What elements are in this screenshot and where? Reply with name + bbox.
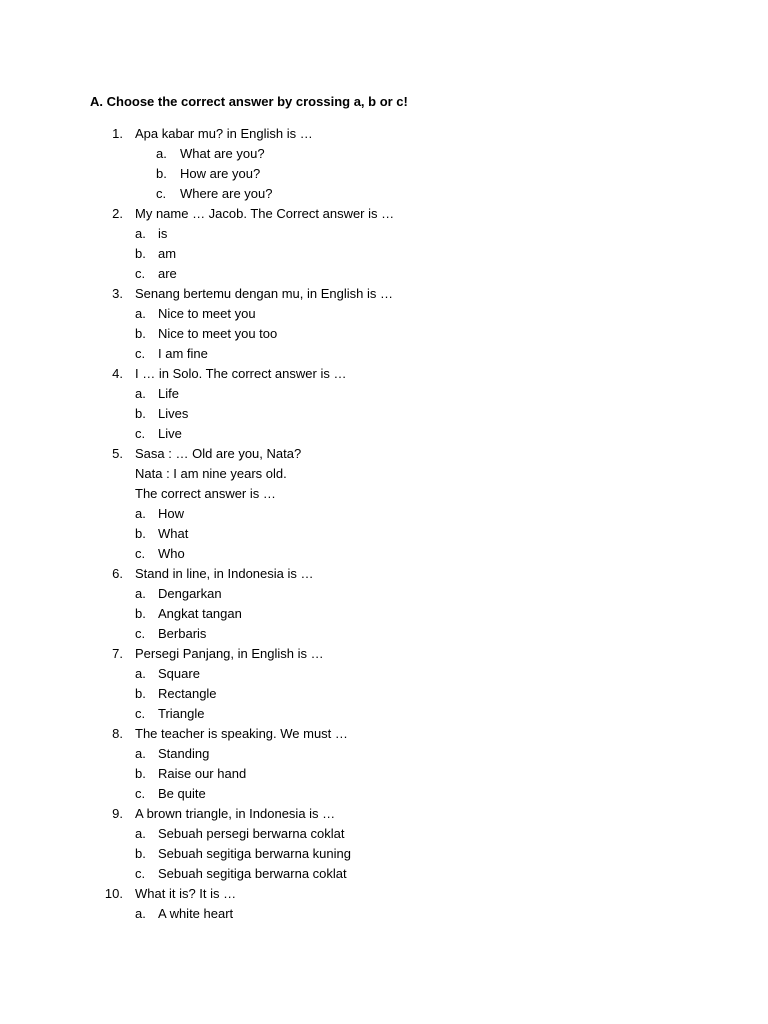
question-continuation-text: Nata : I am nine years old. — [135, 466, 287, 481]
option-text: I am fine — [158, 346, 208, 361]
answer-option — [0, 744, 768, 764]
question-text: Senang bertemu dengan mu, in English is … — [135, 286, 393, 301]
option-letter: b. — [135, 766, 146, 781]
question-text: I … in Solo. The correct answer is … — [135, 366, 347, 381]
answer-option — [0, 524, 768, 544]
answer-option — [0, 584, 768, 604]
answer-option — [0, 824, 768, 844]
option-text: Berbaris — [158, 626, 207, 641]
question-list — [0, 124, 768, 924]
option-letter: a. — [156, 146, 167, 161]
answer-option — [0, 624, 768, 644]
question-continuation-line — [0, 484, 768, 504]
answer-option — [0, 344, 768, 364]
option-text: A white heart — [158, 906, 234, 921]
answer-option — [0, 784, 768, 804]
answer-option — [0, 504, 768, 524]
question-line — [0, 364, 768, 384]
option-text: Rectangle — [158, 686, 217, 701]
question-number: 5. — [112, 446, 123, 461]
question-number: 8. — [112, 726, 123, 741]
question-text: Apa kabar mu? in English is … — [135, 126, 313, 141]
answer-option — [0, 184, 768, 204]
instruction-heading: A. Choose the correct answer by crossing a, b or c! — [90, 94, 408, 109]
option-text: How — [158, 506, 185, 521]
option-text: Life — [158, 386, 179, 401]
option-letter: c. — [135, 346, 146, 361]
option-text: Be quite — [158, 786, 206, 801]
answer-option — [0, 704, 768, 724]
option-text: Sebuah segitiga berwarna coklat — [158, 866, 347, 881]
option-text: Raise our hand — [158, 766, 247, 781]
answer-option — [0, 764, 768, 784]
question-number: 10. — [104, 886, 123, 901]
option-letter: a. — [135, 746, 146, 761]
option-letter: c. — [135, 626, 146, 641]
option-text: Nice to meet you too — [158, 326, 278, 341]
option-text: is — [158, 226, 168, 241]
answer-option — [0, 424, 768, 444]
answer-option — [0, 264, 768, 284]
question-text: A brown triangle, in Indonesia is … — [135, 806, 336, 821]
option-text: Sebuah persegi berwarna coklat — [158, 826, 345, 841]
option-letter: b. — [135, 686, 146, 701]
question-number: 6. — [112, 566, 123, 581]
option-text: are — [158, 266, 177, 281]
option-letter: a. — [135, 386, 146, 401]
question-number: 9. — [112, 806, 123, 821]
answer-option — [0, 864, 768, 884]
option-text: Live — [158, 426, 182, 441]
question-number: 4. — [112, 366, 123, 381]
option-letter: a. — [135, 586, 146, 601]
option-letter: c. — [135, 266, 146, 281]
answer-option — [0, 144, 768, 164]
option-letter: b. — [135, 326, 146, 341]
option-text: am — [158, 246, 177, 261]
question-line — [0, 884, 768, 904]
question-continuation-text: The correct answer is … — [135, 486, 276, 501]
answer-option — [0, 404, 768, 424]
answer-option — [0, 844, 768, 864]
option-letter: a. — [135, 226, 146, 241]
answer-option — [0, 544, 768, 564]
question-line — [0, 444, 768, 464]
option-text: Angkat tangan — [158, 606, 242, 621]
option-text: Nice to meet you — [158, 306, 256, 321]
option-text: How are you? — [180, 166, 261, 181]
answer-option — [0, 664, 768, 684]
option-text: What — [158, 526, 189, 541]
question-number: 1. — [112, 126, 123, 141]
question-text: What it is? It is … — [135, 886, 237, 901]
option-letter: a. — [135, 306, 146, 321]
option-letter: b. — [135, 846, 146, 861]
question-line — [0, 204, 768, 224]
answer-option — [0, 384, 768, 404]
question-text: My name … Jacob. The Correct answer is … — [135, 206, 395, 221]
answer-option — [0, 304, 768, 324]
option-letter: b. — [156, 166, 167, 181]
answer-option — [0, 224, 768, 244]
option-letter: b. — [135, 606, 146, 621]
option-text: Dengarkan — [158, 586, 222, 601]
option-text: Lives — [158, 406, 189, 421]
question-line — [0, 724, 768, 744]
option-text: Standing — [158, 746, 210, 761]
question-text: The teacher is speaking. We must … — [135, 726, 348, 741]
option-text: Who — [158, 546, 185, 561]
option-letter: a. — [135, 826, 146, 841]
answer-option — [0, 244, 768, 264]
answer-option — [0, 684, 768, 704]
option-text: What are you? — [180, 146, 265, 161]
question-line — [0, 124, 768, 144]
question-number: 3. — [112, 286, 123, 301]
answer-option — [0, 324, 768, 344]
option-letter: a. — [135, 506, 146, 521]
option-letter: a. — [135, 666, 146, 681]
option-letter: c. — [135, 706, 146, 721]
question-line — [0, 644, 768, 664]
option-letter: a. — [135, 906, 146, 921]
option-text: Square — [158, 666, 200, 681]
question-number: 7. — [112, 646, 123, 661]
option-letter: b. — [135, 526, 146, 541]
option-letter: c. — [135, 546, 146, 561]
question-line — [0, 804, 768, 824]
option-letter: b. — [135, 406, 146, 421]
answer-option — [0, 604, 768, 624]
option-text: Sebuah segitiga berwarna kuning — [158, 846, 351, 861]
question-text: Persegi Panjang, in English is … — [135, 646, 324, 661]
question-line — [0, 284, 768, 304]
option-letter: c. — [135, 426, 146, 441]
answer-option — [0, 164, 768, 184]
question-number: 2. — [112, 206, 123, 221]
option-letter: c. — [156, 186, 167, 201]
answer-option — [0, 904, 768, 924]
question-continuation-line — [0, 464, 768, 484]
option-letter: c. — [135, 866, 146, 881]
question-text: Sasa : … Old are you, Nata? — [135, 446, 302, 461]
option-text: Where are you? — [180, 186, 273, 201]
option-letter: b. — [135, 246, 146, 261]
option-letter: c. — [135, 786, 146, 801]
option-text: Triangle — [158, 706, 205, 721]
question-text: Stand in line, in Indonesia is … — [135, 566, 314, 581]
question-line — [0, 564, 768, 584]
